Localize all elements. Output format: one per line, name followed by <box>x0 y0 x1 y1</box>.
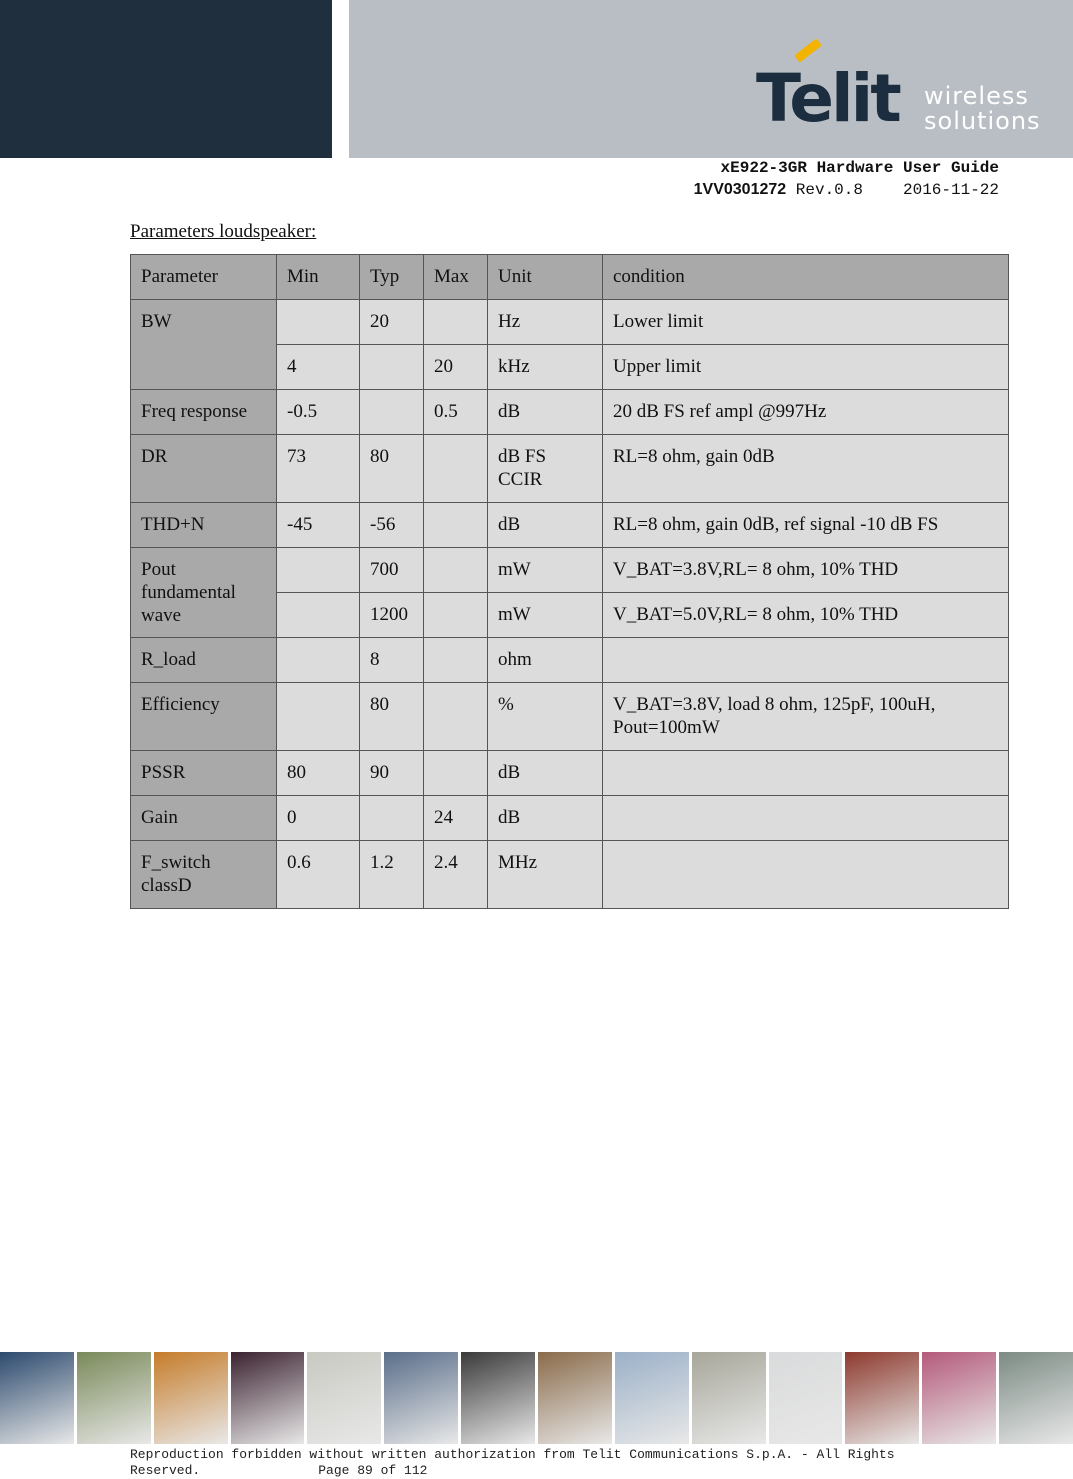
footer-notice-line-1: Reproduction forbidden without written authorization from Telit Communications S.p.A. - All Rights <box>130 1447 895 1462</box>
footer-photo-strip <box>0 1352 1073 1444</box>
min-cell <box>277 300 360 345</box>
table-row <box>131 503 1009 548</box>
condition-cell <box>603 638 1009 683</box>
param-cell <box>131 548 277 638</box>
unit-cell: MHz <box>488 841 603 909</box>
condition-cell <box>603 683 1009 751</box>
logo-tagline <box>924 84 1041 134</box>
condition-cell: V_BAT=5.0V,RL= 8 ohm, 10% THD <box>603 593 1009 638</box>
footer-photo-tile <box>461 1352 535 1444</box>
unit-cell: dB <box>488 796 603 841</box>
param-cell: THD+N <box>131 503 277 548</box>
param-cell: Efficiency <box>131 683 277 751</box>
condition-cell: RL=8 ohm, gain 0dB, ref signal -10 dB FS <box>603 503 1009 548</box>
min-cell <box>277 683 360 751</box>
loudspeaker-parameters-table <box>130 254 1009 909</box>
max-cell <box>424 751 488 796</box>
typ-cell: 80 <box>360 435 424 503</box>
logo-word: Telit <box>756 60 899 137</box>
max-cell <box>424 435 488 503</box>
unit-cell: Hz <box>488 300 603 345</box>
condition-cell: Upper limit <box>603 345 1009 390</box>
footer-photo-tile <box>307 1352 381 1444</box>
param-cell <box>131 841 277 909</box>
footer-photo-tile <box>154 1352 228 1444</box>
document-revision-line <box>694 179 999 201</box>
telit-logo <box>752 40 1042 140</box>
typ-cell: 80 <box>360 683 424 751</box>
unit-cell: kHz <box>488 345 603 390</box>
condition-cell: RL=8 ohm, gain 0dB <box>603 435 1009 503</box>
table-row <box>131 638 1009 683</box>
min-cell: -0.5 <box>277 390 360 435</box>
header-cell: Min <box>277 255 360 300</box>
logo-tagline-line-2: solutions <box>924 107 1041 135</box>
param-line: Pout <box>141 559 176 580</box>
max-cell: 0.5 <box>424 390 488 435</box>
footer-photo-tile <box>384 1352 458 1444</box>
min-cell: 0.6 <box>277 841 360 909</box>
page-number: Page 89 of 112 <box>318 1463 428 1478</box>
typ-cell: 1.2 <box>360 841 424 909</box>
condition-line: V_BAT=3.8V, load 8 ohm, 125pF, 100uH, <box>613 694 936 715</box>
logo-tagline-line-1: wireless <box>924 82 1029 110</box>
max-cell <box>424 593 488 638</box>
document-code: 1VV0301272 <box>693 181 787 198</box>
param-cell: Freq response <box>131 390 277 435</box>
max-cell <box>424 638 488 683</box>
typ-cell: 8 <box>360 638 424 683</box>
min-cell: 73 <box>277 435 360 503</box>
typ-cell: -56 <box>360 503 424 548</box>
document-revision: Rev.0.8 <box>795 181 863 199</box>
footer-photo-tile <box>615 1352 689 1444</box>
footer-photo-tile <box>231 1352 305 1444</box>
typ-cell <box>360 390 424 435</box>
condition-line: Pout=100mW <box>613 717 720 738</box>
header-cell: condition <box>603 255 1009 300</box>
document-title: xE922-3GR Hardware User Guide <box>720 159 999 177</box>
header-dark-panel <box>0 0 332 158</box>
condition-cell <box>603 841 1009 909</box>
footer-photo-tile <box>0 1352 74 1444</box>
footer-photo-tile <box>692 1352 766 1444</box>
footer-photo-tile <box>538 1352 612 1444</box>
unit-cell: mW <box>488 548 603 593</box>
param-cell: BW <box>131 300 277 390</box>
min-cell: 0 <box>277 796 360 841</box>
unit-cell <box>488 435 603 503</box>
param-cell: Gain <box>131 796 277 841</box>
unit-cell: mW <box>488 593 603 638</box>
condition-cell: V_BAT=3.8V,RL= 8 ohm, 10% THD <box>603 548 1009 593</box>
footer-notice-line-2 <box>130 1463 1010 1479</box>
unit-cell: dB <box>488 751 603 796</box>
footer-notice <box>130 1447 1010 1479</box>
min-cell <box>277 593 360 638</box>
max-cell <box>424 300 488 345</box>
header-cell: Typ <box>360 255 424 300</box>
table-row <box>131 751 1009 796</box>
header-cell: Max <box>424 255 488 300</box>
condition-cell: Lower limit <box>603 300 1009 345</box>
typ-cell: 20 <box>360 300 424 345</box>
footer-photo-tile <box>77 1352 151 1444</box>
header-cell: Parameter <box>131 255 277 300</box>
condition-cell <box>603 796 1009 841</box>
param-line: fundamental <box>141 582 236 603</box>
max-cell: 20 <box>424 345 488 390</box>
table-header-row <box>131 255 1009 300</box>
param-line: F_switch <box>141 852 211 873</box>
table-row <box>131 435 1009 503</box>
unit-cell: dB <box>488 390 603 435</box>
param-cell: PSSR <box>131 751 277 796</box>
footer-photo-tile <box>769 1352 843 1444</box>
param-line: wave <box>141 605 182 626</box>
unit-line: CCIR <box>498 469 543 490</box>
min-cell: 4 <box>277 345 360 390</box>
unit-cell: % <box>488 683 603 751</box>
param-line: classD <box>141 875 192 896</box>
min-cell <box>277 638 360 683</box>
table-row <box>131 548 1009 593</box>
unit-cell: ohm <box>488 638 603 683</box>
unit-cell: dB <box>488 503 603 548</box>
section-title: Parameters loudspeaker: <box>130 221 317 242</box>
unit-line: dB FS <box>498 446 547 467</box>
footer-reserved: Reserved. <box>130 1463 201 1478</box>
min-cell: 80 <box>277 751 360 796</box>
typ-cell <box>360 796 424 841</box>
header-cell: Unit <box>488 255 603 300</box>
typ-cell: 700 <box>360 548 424 593</box>
min-cell <box>277 548 360 593</box>
typ-cell: 90 <box>360 751 424 796</box>
typ-cell <box>360 345 424 390</box>
condition-cell <box>603 751 1009 796</box>
table-row <box>131 300 1009 345</box>
document-date: 2016-11-22 <box>902 181 999 199</box>
table-row <box>131 796 1009 841</box>
condition-cell: 20 dB FS ref ampl @997Hz <box>603 390 1009 435</box>
table-row <box>131 683 1009 751</box>
max-cell <box>424 548 488 593</box>
document-title-block <box>694 157 999 201</box>
footer-photo-tile <box>999 1352 1073 1444</box>
max-cell <box>424 503 488 548</box>
typ-cell: 1200 <box>360 593 424 638</box>
max-cell <box>424 683 488 751</box>
param-cell: R_load <box>131 638 277 683</box>
footer-photo-tile <box>922 1352 996 1444</box>
param-cell: DR <box>131 435 277 503</box>
table-row <box>131 390 1009 435</box>
footer-photo-tile <box>845 1352 919 1444</box>
max-cell: 2.4 <box>424 841 488 909</box>
max-cell: 24 <box>424 796 488 841</box>
table-row <box>131 841 1009 909</box>
min-cell: -45 <box>277 503 360 548</box>
